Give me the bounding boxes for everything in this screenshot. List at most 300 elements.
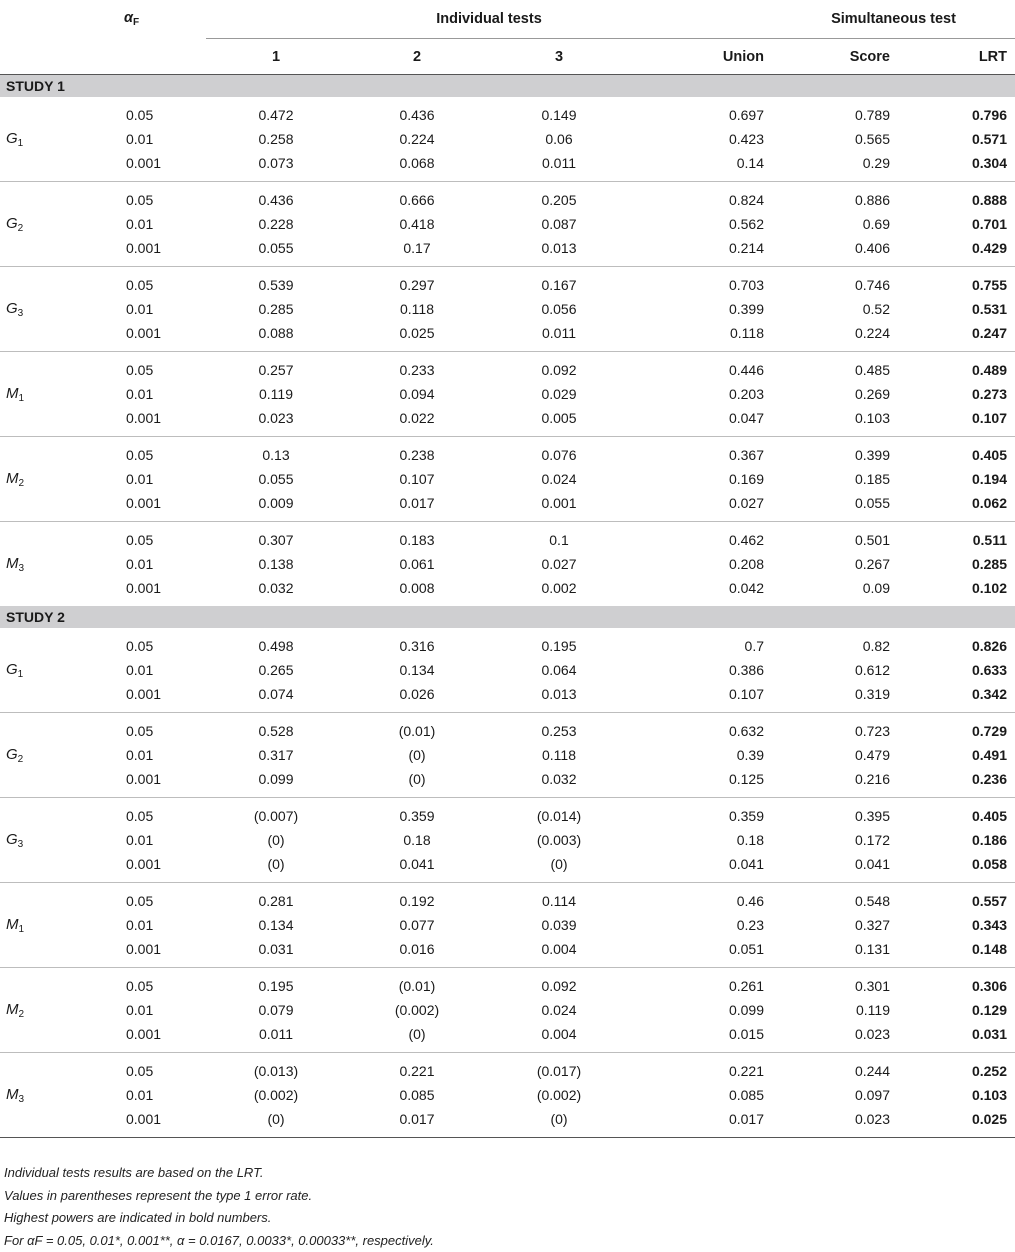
group-label — [0, 1083, 112, 1107]
value-cell: 0.017 — [346, 1107, 488, 1138]
value-cell: 0.015 — [630, 1022, 772, 1053]
group-letter: G — [6, 214, 18, 232]
score-header: Score — [772, 39, 908, 75]
group-label — [0, 1053, 112, 1084]
value-cell: 0.261 — [728, 978, 764, 994]
value-cell: 0.017 — [630, 1107, 772, 1138]
group-label — [0, 576, 112, 606]
alpha-cell: 0.05 — [126, 192, 154, 208]
value-cell: 0.247 — [908, 321, 1015, 352]
value-cell: 0.041 — [346, 852, 488, 883]
alpha-cell: 0.01 — [126, 1002, 154, 1018]
value-cell: 0.026 — [346, 682, 488, 713]
value-cell: 0.633 — [971, 662, 1008, 678]
value-cell: 0.548 — [854, 893, 890, 909]
value-cell: 0.061 — [399, 556, 435, 572]
value-cell: 0.099 — [206, 767, 346, 798]
value-cell: 0.253 — [541, 723, 577, 739]
table-row — [0, 182, 1015, 213]
value-cell: 0.119 — [259, 386, 293, 402]
value-cell: 0.436 — [399, 107, 435, 123]
group-label — [0, 658, 112, 682]
value-cell: 0.058 — [908, 852, 1015, 883]
note-line: For αF = 0.05, 0.01*, 0.001**, α = 0.0167, 0.0033*, 0.00033**, respectively. — [4, 1232, 434, 1248]
value-cell: 0.025 — [346, 321, 488, 352]
value-cell: 0.796 — [971, 107, 1008, 123]
value-cell: 0.011 — [488, 151, 630, 182]
value-cell: 0.39 — [736, 747, 764, 763]
table-row — [0, 467, 1015, 491]
alpha-cell: 0.01 — [126, 471, 154, 487]
alpha-cell: 0.05 — [126, 447, 154, 463]
value-cell: 0.18 — [736, 832, 764, 848]
value-cell: 0.367 — [728, 447, 764, 463]
table-row — [0, 236, 1015, 267]
value-cell: (0.003) — [536, 832, 582, 848]
header-row-2 — [0, 39, 1015, 75]
table-row — [0, 1022, 1015, 1053]
table-row — [0, 628, 1015, 658]
value-cell: 0.103 — [971, 1087, 1008, 1103]
value-cell: 0.531 — [971, 301, 1008, 317]
blank-subheader — [0, 39, 112, 75]
alpha-cell: 0.001 — [112, 151, 206, 182]
value-cell: 0.138 — [258, 556, 294, 572]
group-label — [0, 151, 112, 182]
value-cell: 0.208 — [728, 556, 764, 572]
value-cell: (0.007) — [253, 808, 299, 824]
value-cell: 0.285 — [971, 556, 1008, 572]
alpha-cell: 0.01 — [126, 747, 154, 763]
value-cell: 0.062 — [908, 491, 1015, 522]
table-row — [0, 913, 1015, 937]
value-cell: 0.562 — [728, 216, 764, 232]
value-cell: (0.002) — [394, 1002, 440, 1018]
table-row — [0, 998, 1015, 1022]
value-cell: 0.429 — [908, 236, 1015, 267]
value-cell: 0.216 — [772, 767, 908, 798]
alpha-cell: 0.01 — [126, 301, 154, 317]
group-label — [0, 297, 112, 321]
alpha-cell: 0.01 — [126, 556, 154, 572]
value-cell: 0.004 — [488, 1022, 630, 1053]
value-cell: 0.027 — [541, 556, 577, 572]
value-cell: 0.316 — [399, 638, 435, 654]
value-cell: 0.203 — [728, 386, 764, 402]
value-cell: 0.118 — [400, 301, 434, 317]
value-cell: 0.192 — [399, 893, 435, 909]
value-cell: 0.077 — [399, 917, 435, 933]
group-label — [0, 522, 112, 553]
value-cell: 0.09 — [862, 580, 890, 596]
group-label — [0, 437, 112, 468]
group-letter: M — [6, 554, 19, 572]
value-cell: 0.405 — [971, 447, 1008, 463]
value-cell: 0.224 — [772, 321, 908, 352]
value-cell: 0.342 — [908, 682, 1015, 713]
alpha-cell: 0.05 — [126, 362, 154, 378]
value-cell: 0.055 — [206, 236, 346, 267]
group-label — [0, 937, 112, 968]
value-cell: 0.068 — [346, 151, 488, 182]
group-label — [0, 127, 112, 151]
value-cell: 0.024 — [541, 471, 577, 487]
table-row — [0, 151, 1015, 182]
value-cell: 0.228 — [258, 216, 294, 232]
value-cell: 0.041 — [772, 852, 908, 883]
value-cell: 0.395 — [854, 808, 890, 824]
alpha-cell: 0.01 — [126, 917, 154, 933]
alpha-cell: 0.001 — [112, 406, 206, 437]
value-cell: 0.073 — [206, 151, 346, 182]
group-letter: M — [6, 1000, 19, 1018]
value-cell: 0.125 — [630, 767, 772, 798]
union-header: Union — [630, 39, 772, 75]
value-cell: 0.092 — [541, 978, 577, 994]
value-cell: 0.485 — [854, 362, 890, 378]
alpha-cell: 0.05 — [126, 277, 154, 293]
value-cell: 0.565 — [854, 131, 890, 147]
value-cell: 0.359 — [728, 808, 764, 824]
value-cell: 0.027 — [630, 491, 772, 522]
value-cell: 0.005 — [488, 406, 630, 437]
table-body — [0, 75, 1015, 1138]
alpha-cell: 0.001 — [112, 852, 206, 883]
table-row — [0, 522, 1015, 553]
value-cell: (0.002) — [536, 1087, 582, 1103]
value-cell: 0.252 — [971, 1063, 1008, 1079]
value-cell: 0.244 — [854, 1063, 890, 1079]
value-cell: 0.017 — [346, 491, 488, 522]
group-label — [0, 467, 112, 491]
group-subscript: 1 — [17, 668, 24, 680]
value-cell: 0.666 — [399, 192, 435, 208]
alpha-cell: 0.05 — [126, 808, 154, 824]
value-cell: 0.462 — [728, 532, 764, 548]
value-cell: 0.087 — [541, 216, 577, 232]
value-cell: 0.032 — [488, 767, 630, 798]
table-row — [0, 828, 1015, 852]
table-row — [0, 267, 1015, 298]
group-label — [0, 798, 112, 829]
value-cell: 0.7 — [744, 638, 764, 654]
value-cell: 0.008 — [399, 580, 435, 596]
value-cell: 0.886 — [854, 192, 890, 208]
group-label — [0, 267, 112, 298]
table-notes — [4, 1162, 434, 1252]
value-cell: 0.094 — [399, 386, 435, 402]
value-cell: (0) — [267, 832, 285, 848]
value-cell: 0.042 — [728, 580, 764, 596]
blank-subheader — [112, 39, 206, 75]
group-letter: M — [6, 1085, 19, 1103]
value-cell: 0.236 — [908, 767, 1015, 798]
alpha-cell: 0.001 — [112, 321, 206, 352]
group-label — [0, 406, 112, 437]
note-line: Values in parentheses represent the type 1 error rate. — [4, 1187, 313, 1203]
value-cell: 0.539 — [258, 277, 294, 293]
value-cell: 0.14 — [630, 151, 772, 182]
simultaneous-test-header: Simultaneous test — [772, 0, 1015, 39]
table-row — [0, 937, 1015, 968]
value-cell: 0.119 — [856, 1002, 890, 1018]
value-cell: 0.405 — [971, 808, 1008, 824]
value-cell: 0.501 — [854, 532, 890, 548]
value-cell: 0.085 — [399, 1087, 435, 1103]
value-cell: 0.051 — [630, 937, 772, 968]
value-cell: 0.148 — [908, 937, 1015, 968]
value-cell: 0.022 — [346, 406, 488, 437]
value-cell: 0.489 — [971, 362, 1008, 378]
group-label — [0, 828, 112, 852]
value-cell: 0.418 — [399, 216, 435, 232]
group-label — [0, 491, 112, 522]
value-cell: 0.498 — [258, 638, 294, 654]
value-cell: 0.285 — [258, 301, 294, 317]
value-cell: 0.024 — [541, 1002, 577, 1018]
table-row — [0, 552, 1015, 576]
table-row — [0, 321, 1015, 352]
value-cell: 0.52 — [862, 301, 890, 317]
alpha-cell: 0.001 — [112, 937, 206, 968]
value-cell: 0.306 — [971, 978, 1008, 994]
value-cell: 0.047 — [630, 406, 772, 437]
value-cell: 0.088 — [206, 321, 346, 352]
value-cell: 0.064 — [541, 662, 577, 678]
alpha-cell: 0.05 — [126, 107, 154, 123]
value-cell: 0.399 — [728, 301, 764, 317]
value-cell: 0.359 — [399, 808, 435, 824]
alpha-cell: 0.01 — [126, 832, 154, 848]
table-row — [0, 798, 1015, 829]
col-1-header: 1 — [206, 39, 346, 75]
group-label — [0, 852, 112, 883]
alpha-cell: 0.01 — [126, 1087, 154, 1103]
table-row — [0, 352, 1015, 383]
alpha-cell: 0.01 — [126, 662, 154, 678]
group-subscript: 3 — [18, 562, 25, 574]
value-cell: (0) — [206, 852, 346, 883]
value-cell: 0.183 — [399, 532, 435, 548]
value-cell: 0.307 — [258, 532, 294, 548]
alpha-cell: 0.001 — [112, 236, 206, 267]
value-cell: 0.076 — [541, 447, 577, 463]
value-cell: 0.826 — [971, 638, 1008, 654]
value-cell: 0.423 — [728, 131, 764, 147]
value-cell: 0.258 — [258, 131, 294, 147]
value-cell: 0.004 — [488, 937, 630, 968]
value-cell: 0.29 — [772, 151, 908, 182]
alpha-cell: 0.01 — [126, 131, 154, 147]
value-cell: 0.406 — [772, 236, 908, 267]
value-cell: 0.172 — [854, 832, 890, 848]
table-row — [0, 1053, 1015, 1084]
value-cell: 0.011 — [488, 321, 630, 352]
col-3-header: 3 — [488, 39, 630, 75]
group-letter: M — [6, 469, 19, 487]
value-cell: 0.479 — [854, 747, 890, 763]
value-cell: 0.273 — [971, 386, 1008, 402]
group-letter: M — [6, 915, 19, 933]
table-row — [0, 1107, 1015, 1138]
table-row — [0, 883, 1015, 914]
value-cell: 0.446 — [728, 362, 764, 378]
group-letter: G — [6, 129, 18, 147]
value-cell: 0.528 — [258, 723, 294, 739]
value-cell: 0.118 — [542, 747, 576, 763]
value-cell: 0.472 — [258, 107, 294, 123]
value-cell: 0.195 — [541, 638, 577, 654]
value-cell: (0) — [346, 767, 488, 798]
group-label — [0, 552, 112, 576]
table-row — [0, 968, 1015, 999]
value-cell: 0.755 — [971, 277, 1008, 293]
study-header-row — [0, 606, 1015, 628]
value-cell: 0.025 — [908, 1107, 1015, 1138]
value-cell: (0.017) — [536, 1063, 582, 1079]
value-cell: (0.01) — [398, 978, 436, 994]
group-label — [0, 628, 112, 658]
value-cell: 0.824 — [728, 192, 764, 208]
value-cell: 0.23 — [736, 917, 764, 933]
value-cell: 0.1 — [549, 532, 569, 548]
value-cell: 0.82 — [862, 638, 890, 654]
alpha-cell: 0.05 — [126, 532, 154, 548]
group-label — [0, 321, 112, 352]
value-cell: 0.343 — [971, 917, 1008, 933]
value-cell: (0) — [488, 1107, 630, 1138]
value-cell: 0.102 — [971, 580, 1008, 596]
value-cell: 0.092 — [541, 362, 577, 378]
alpha-cell: 0.05 — [126, 723, 154, 739]
value-cell: 0.055 — [772, 491, 908, 522]
group-label — [0, 767, 112, 798]
table-row — [0, 658, 1015, 682]
value-cell: 0.107 — [399, 471, 435, 487]
table-row — [0, 491, 1015, 522]
value-cell: 0.723 — [854, 723, 890, 739]
value-cell: 0.224 — [399, 131, 435, 147]
group-subscript: 2 — [17, 753, 24, 765]
value-cell: 0.632 — [728, 723, 764, 739]
value-cell: (0.01) — [398, 723, 436, 739]
value-cell: 0.118 — [630, 321, 772, 352]
value-cell: 0.491 — [971, 747, 1008, 763]
value-cell: (0.013) — [253, 1063, 299, 1079]
group-subscript: 1 — [18, 392, 25, 404]
value-cell: 0.319 — [772, 682, 908, 713]
group-label — [0, 682, 112, 713]
value-cell: 0.114 — [542, 893, 576, 909]
col-2-header: 2 — [346, 39, 488, 75]
alpha-cell: 0.01 — [126, 216, 154, 232]
value-cell: (0) — [408, 747, 426, 763]
value-cell: 0.016 — [346, 937, 488, 968]
group-label — [0, 182, 112, 213]
value-cell: 0.265 — [258, 662, 294, 678]
value-cell: 0.221 — [728, 1063, 764, 1079]
group-subscript: 3 — [17, 838, 24, 850]
value-cell: 0.129 — [971, 1002, 1008, 1018]
value-cell: 0.097 — [854, 1087, 890, 1103]
value-cell: 0.238 — [399, 447, 435, 463]
group-subscript: 2 — [18, 477, 25, 489]
value-cell: 0.281 — [258, 893, 294, 909]
value-cell: 0.079 — [258, 1002, 294, 1018]
value-cell: 0.194 — [971, 471, 1008, 487]
value-cell: 0.317 — [258, 747, 294, 763]
value-cell: (0) — [488, 852, 630, 883]
value-cell: 0.697 — [728, 107, 764, 123]
alpha-f-header: $\alpha_F$ — [124, 10, 140, 29]
value-cell: 0.013 — [488, 682, 630, 713]
group-label — [0, 97, 112, 127]
value-cell: (0) — [346, 1022, 488, 1053]
value-cell: 0.221 — [399, 1063, 435, 1079]
value-cell: 0.304 — [908, 151, 1015, 182]
alpha-cell: 0.001 — [112, 1022, 206, 1053]
group-label — [0, 883, 112, 914]
value-cell: 0.267 — [854, 556, 890, 572]
value-cell: (0.002) — [253, 1087, 299, 1103]
value-cell: 0.13 — [262, 447, 290, 463]
group-letter: G — [6, 745, 18, 763]
value-cell: 0.269 — [854, 386, 890, 402]
value-cell: 0.134 — [399, 662, 435, 678]
value-cell: 0.131 — [772, 937, 908, 968]
value-cell: 0.297 — [399, 277, 435, 293]
group-subscript: 2 — [18, 1008, 25, 1020]
group-label — [0, 236, 112, 267]
table-row — [0, 406, 1015, 437]
value-cell: 0.386 — [728, 662, 764, 678]
value-cell: 0.888 — [971, 192, 1008, 208]
value-cell: 0.195 — [258, 978, 294, 994]
value-cell: 0.009 — [206, 491, 346, 522]
alpha-cell: 0.001 — [112, 1107, 206, 1138]
value-cell: 0.301 — [854, 978, 890, 994]
alpha-cell: 0.05 — [126, 1063, 154, 1079]
group-letter: G — [6, 830, 18, 848]
study-title: STUDY 2 — [0, 606, 1015, 628]
group-label — [0, 1107, 112, 1138]
table-row — [0, 127, 1015, 151]
alpha-cell: 0.001 — [112, 682, 206, 713]
study-header-row — [0, 75, 1015, 98]
group-subscript: 3 — [18, 1093, 25, 1105]
empty-header — [0, 0, 112, 39]
value-cell: 0.039 — [541, 917, 577, 933]
value-cell: 0.023 — [772, 1022, 908, 1053]
group-label — [0, 713, 112, 744]
alpha-cell: 0.001 — [112, 491, 206, 522]
value-cell: 0.031 — [908, 1022, 1015, 1053]
value-cell: 0.167 — [541, 277, 577, 293]
study-title: STUDY 1 — [0, 75, 1015, 98]
value-cell: 0.557 — [971, 893, 1008, 909]
group-subscript: 1 — [17, 137, 24, 149]
value-cell: 0.701 — [971, 216, 1008, 232]
table-row — [0, 767, 1015, 798]
table-row — [0, 576, 1015, 606]
value-cell: 0.107 — [908, 406, 1015, 437]
group-label — [0, 1022, 112, 1053]
value-cell: 0.103 — [772, 406, 908, 437]
value-cell: 0.169 — [728, 471, 764, 487]
alpha-cell: 0.001 — [112, 767, 206, 798]
value-cell: 0.06 — [545, 131, 573, 147]
value-cell: 0.055 — [258, 471, 294, 487]
